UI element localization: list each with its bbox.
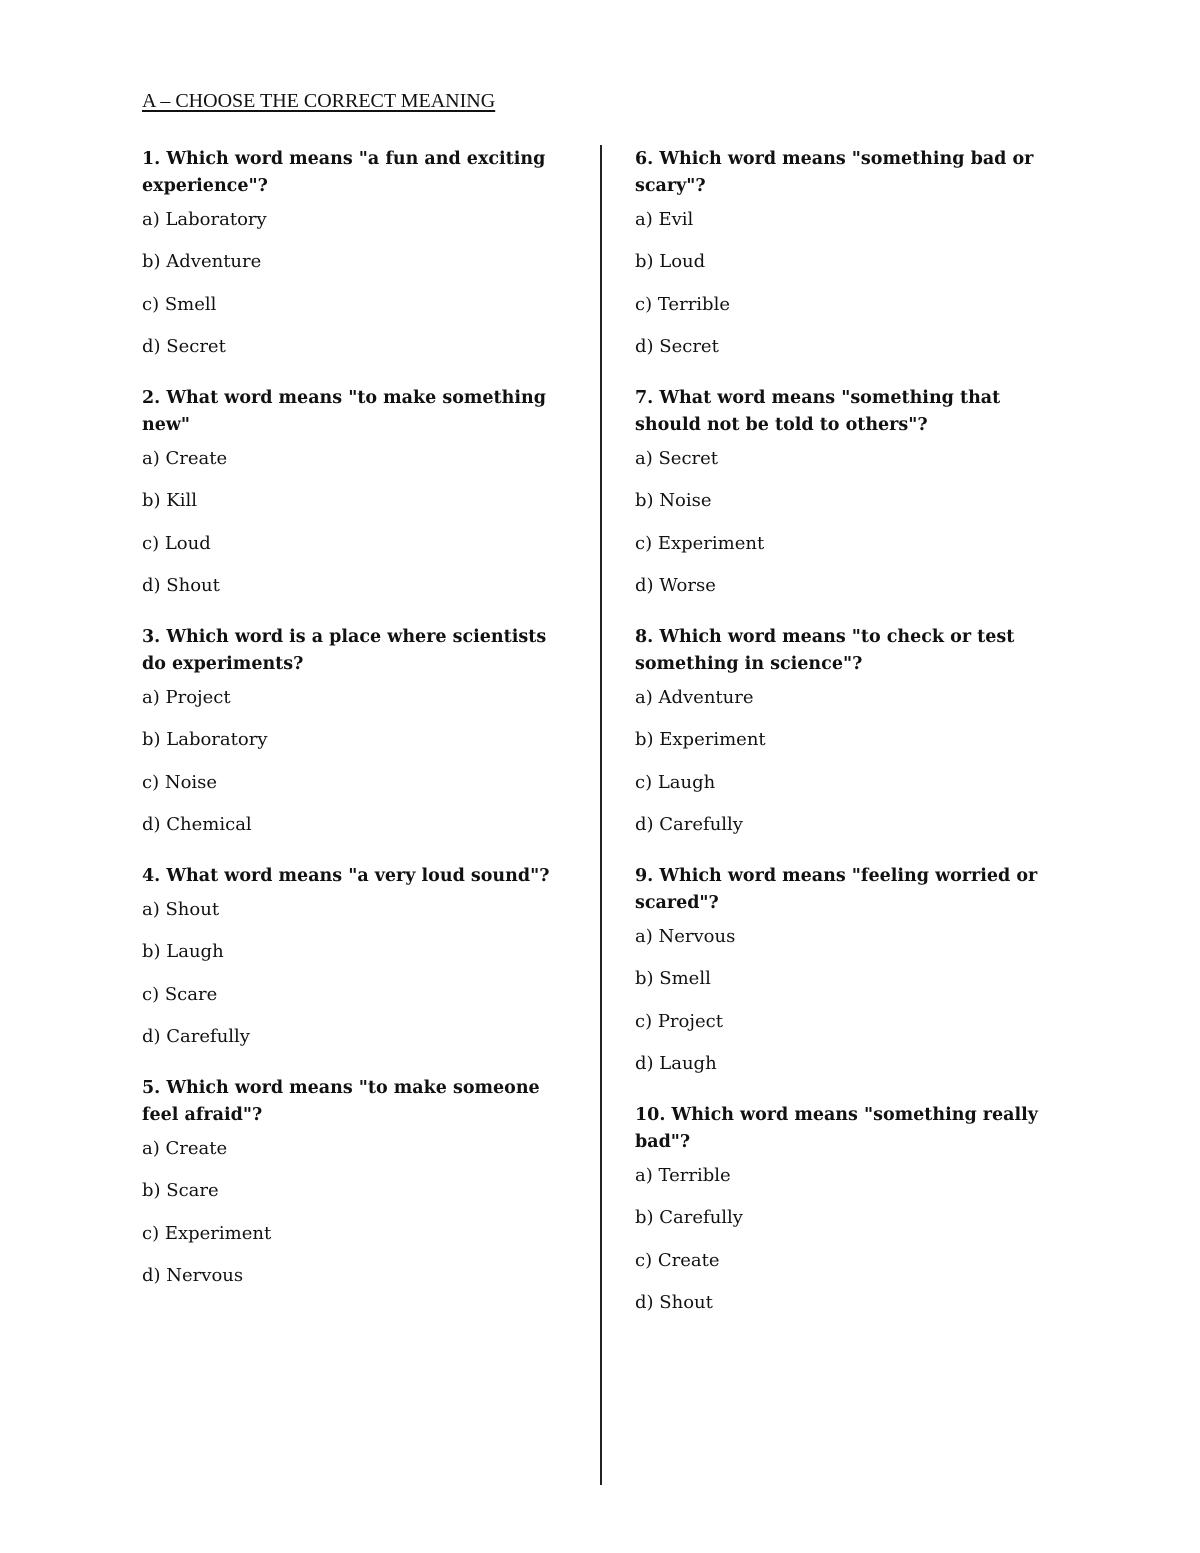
right-column xyxy=(635,146,1060,1341)
question-text: 2. What word means "to make something new" xyxy=(142,388,546,435)
question-9 xyxy=(635,863,1060,1102)
option-d: d) Worse xyxy=(635,574,716,596)
left-column xyxy=(142,146,572,1314)
question-text: 1. Which word means "a fun and exciting experience"? xyxy=(142,149,546,196)
option-b: b) Adventure xyxy=(142,251,262,273)
option-c: c) Laugh xyxy=(635,771,716,793)
question-10 xyxy=(635,1102,1060,1341)
option-d: d) Laugh xyxy=(635,1052,717,1074)
question-text: 10. Which word means "something really bad"? xyxy=(635,1105,1038,1152)
option-a: a) Adventure xyxy=(635,687,754,708)
option-d: d) Nervous xyxy=(142,1264,244,1286)
question-text: 3. Which word is a place where scientists do experiments? xyxy=(142,627,547,674)
option-b: b) Kill xyxy=(142,490,197,512)
option-d: d) Secret xyxy=(635,335,719,357)
question-6 xyxy=(635,146,1060,385)
option-c: c) Experiment xyxy=(635,532,765,554)
option-d: d) Shout xyxy=(142,574,220,596)
question-8 xyxy=(635,624,1060,863)
question-text: 7. What word means "something that should not be told to others"? xyxy=(635,388,1001,435)
option-a: a) Nervous xyxy=(635,926,736,947)
column-divider xyxy=(600,145,602,1485)
question-4 xyxy=(142,863,572,1075)
option-c: c) Noise xyxy=(142,771,218,793)
option-b: b) Carefully xyxy=(635,1207,743,1229)
option-d: d) Shout xyxy=(635,1291,713,1313)
option-d: d) Carefully xyxy=(635,813,743,835)
option-a: a) Terrible xyxy=(635,1165,731,1186)
option-c: c) Smell xyxy=(142,293,217,315)
question-5 xyxy=(142,1075,572,1314)
option-c: c) Project xyxy=(635,1010,723,1032)
option-d: d) Carefully xyxy=(142,1025,250,1047)
option-c: c) Create xyxy=(635,1249,720,1271)
option-d: d) Chemical xyxy=(142,813,252,835)
question-2 xyxy=(142,385,572,624)
option-b: b) Scare xyxy=(142,1180,219,1202)
question-3 xyxy=(142,624,572,863)
question-text: 8. Which word means "to check or test something in science"? xyxy=(635,627,1015,674)
option-a: a) Shout xyxy=(142,899,220,920)
question-text: 5. Which word means "to make someone feel afraid"? xyxy=(142,1078,540,1125)
option-b: b) Noise xyxy=(635,490,712,512)
option-a: a) Secret xyxy=(635,448,719,469)
option-c: c) Experiment xyxy=(142,1222,272,1244)
option-a: a) Evil xyxy=(635,209,694,230)
option-b: b) Experiment xyxy=(635,729,766,751)
option-a: a) Create xyxy=(142,1138,228,1159)
option-a: a) Project xyxy=(142,687,231,708)
option-c: c) Scare xyxy=(142,983,218,1005)
question-7 xyxy=(635,385,1060,624)
section-title: A – CHOOSE THE CORRECT MEANING xyxy=(142,90,496,112)
option-b: b) Laugh xyxy=(142,941,224,963)
option-c: c) Loud xyxy=(142,532,211,554)
question-text: 4. What word means "a very loud sound"? xyxy=(142,866,550,886)
question-text: 9. Which word means "feeling worried or scared"? xyxy=(635,866,1038,913)
option-b: b) Laboratory xyxy=(142,729,268,751)
question-text: 6. Which word means "something bad or scary"? xyxy=(635,149,1034,196)
option-a: a) Create xyxy=(142,448,228,469)
question-1 xyxy=(142,146,572,385)
option-a: a) Laboratory xyxy=(142,209,267,230)
option-b: b) Smell xyxy=(635,968,711,990)
option-d: d) Secret xyxy=(142,335,226,357)
option-c: c) Terrible xyxy=(635,293,730,315)
option-b: b) Loud xyxy=(635,251,706,273)
